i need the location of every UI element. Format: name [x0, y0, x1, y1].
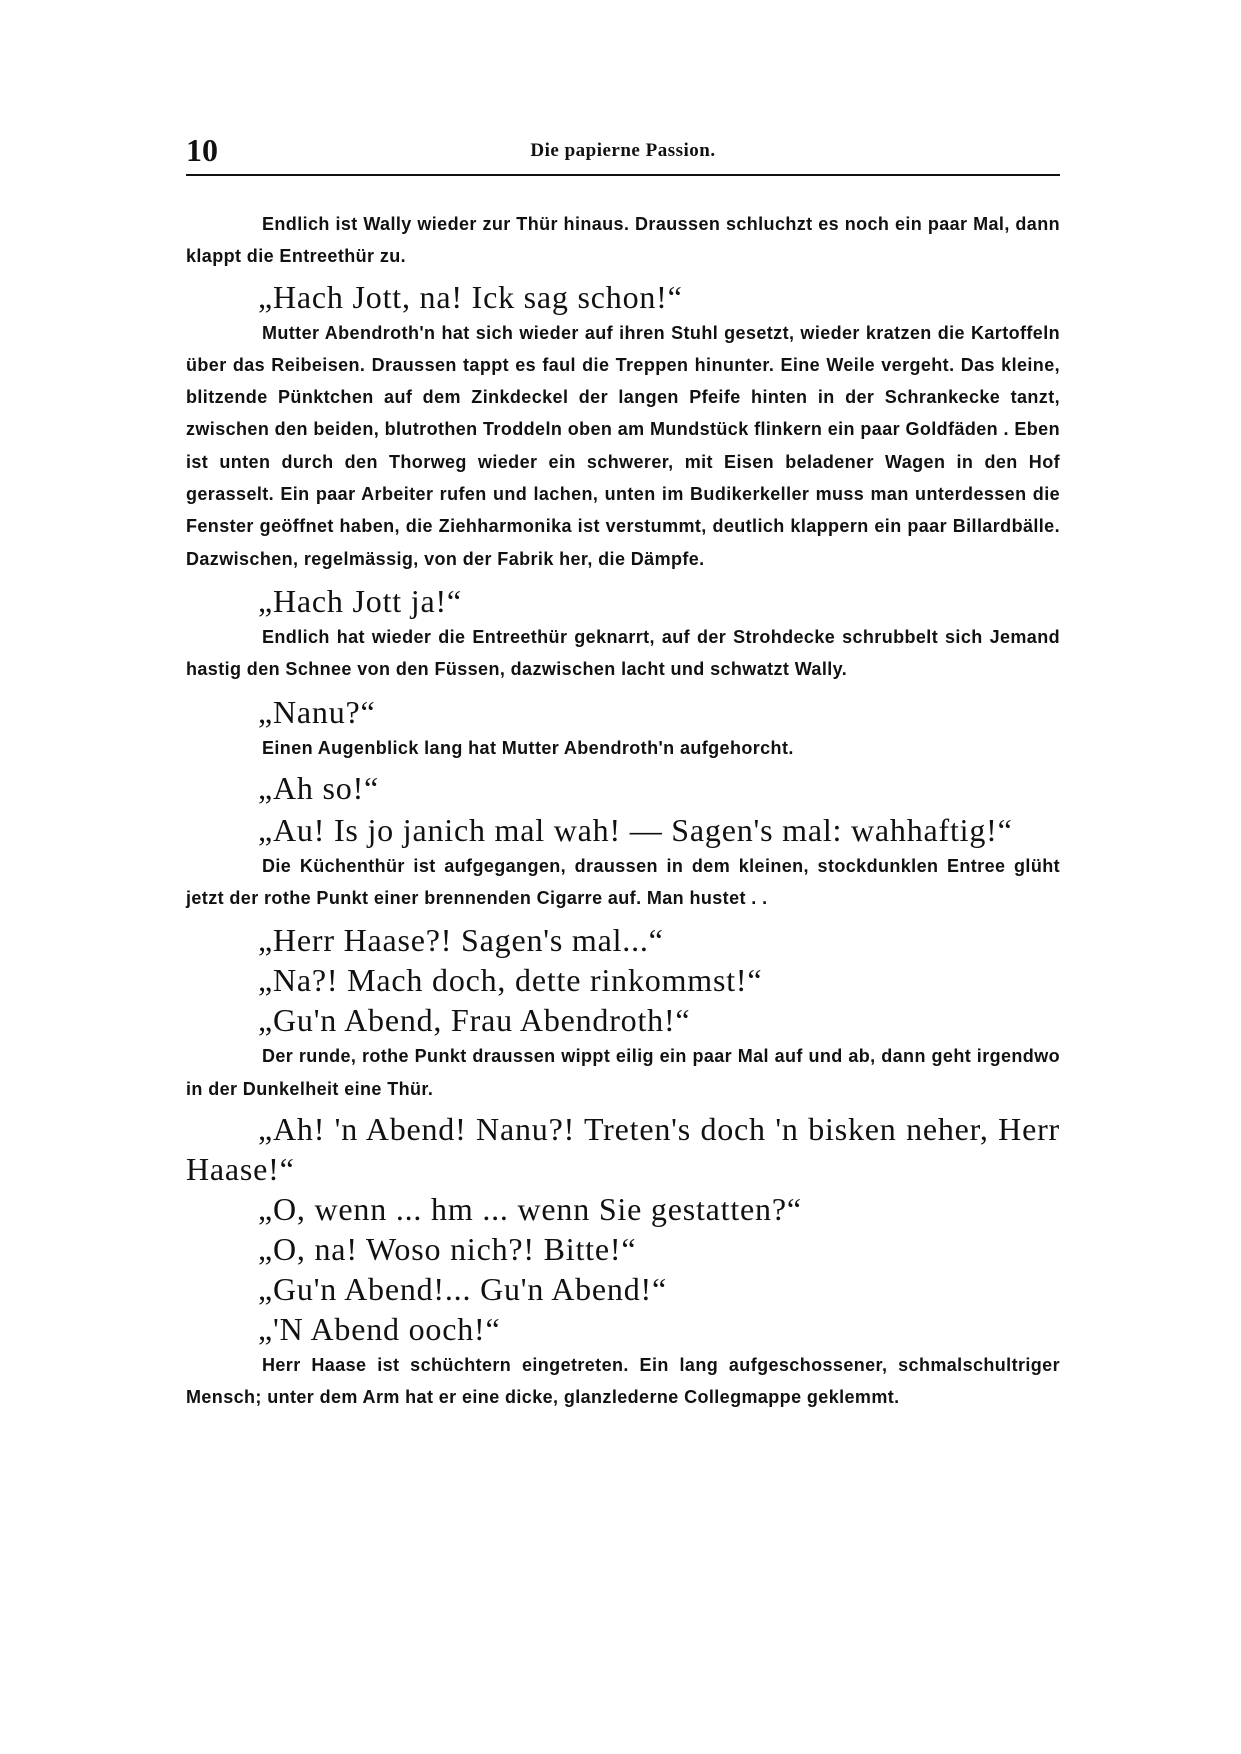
page-number: 10 — [186, 132, 218, 168]
dialogue-line: „Au! Is jo janich mal wah! — Sagen's mal: wahhaftig!“ — [258, 811, 1013, 848]
narration-paragraph: Endlich hat wieder die Entreethür geknarrt, auf der Strohdecke schrubbelt sich Jemand hastig den Schnee von den Füssen, dazwischen lacht und schwatzt Wally. — [186, 626, 1060, 680]
running-title: Die papierne Passion. — [530, 140, 716, 161]
page-body — [186, 208, 1060, 1414]
narration-paragraph: Endlich ist Wally wieder zur Thür hinaus. Draussen schluchzt es noch ein paar Mal, dann klappt die Entreethür zu. — [186, 214, 1060, 267]
narration-paragraph: Der runde, rothe Punkt draussen wippt eilig ein paar Mal auf und ab, dann geht irgendwo in der Dunkelheit eine Thür. — [186, 1046, 1060, 1099]
dialogue-line: „Hach Jott, na! Ick sag schon!“ — [258, 278, 683, 315]
dialogue-line: „Herr Haase?! Sagen's mal...“ — [258, 922, 664, 959]
dialogue-line: „Ah so!“ — [258, 769, 380, 806]
dialogue-line: „Gu'n Abend!... Gu'n Abend!“ — [258, 1271, 667, 1308]
narration-paragraph: Mutter Abendroth'n hat sich wieder auf ihren Stuhl gesetzt, wieder kratzen die Kartoffeln über das Reibeisen. Draussen tappt es faul die Treppen hinunter. Eine Weile vergeht. Das kleine, blitzende Pünktchen auf dem Zinkdeckel der langen Pfeife hinten in der Schrankecke tanzt, zwischen den beiden, blutrothen Troddeln oben am Mundstück flinkern ein paar Goldfäden . Eben ist unten durch den Thorweg wieder ein schwerer, mit Eisen beladener Wagen in den Hof gerasselt. Ein paar Arbeiter rufen und lachen, unten im Budikerkeller muss man unterdessen die Fenster geöffnet haben, die Ziehharmonika ist verstummt, deutlich klappern ein paar Billardbälle. Dazwischen, regelmässig, von der Fabrik her, die Dämpfe. — [186, 322, 1060, 569]
dialogue-line: „O, wenn ... hm ... wenn Sie gestatten?“ — [258, 1191, 802, 1228]
dialogue-line: „Nanu?“ — [258, 693, 376, 730]
dialogue-line: „Na?! Mach doch, dette rinkommst!“ — [258, 962, 763, 999]
dialogue-line: „Hach Jott ja!“ — [258, 582, 462, 619]
dialogue-line: „'N Abend ooch!“ — [258, 1311, 501, 1348]
narration-paragraph: Einen Augenblick lang hat Mutter Abendroth'n aufgehorcht. — [262, 737, 794, 758]
dialogue-line: „O, na! Woso nich?! Bitte!“ — [258, 1231, 637, 1268]
dialogue-line: „Gu'n Abend, Frau Abendroth!“ — [258, 1002, 691, 1039]
narration-paragraph: Herr Haase ist schüchtern eingetreten. Ein lang aufgeschossener, schmalschultriger Mensch; unter dem Arm hat er eine dicke, glanzlederne Collegmappe geklemmt. — [186, 1355, 1060, 1408]
narration-paragraph: Die Küchenthür ist aufgegangen, draussen in dem kleinen, stockdunklen Entree glüht jetzt der rothe Punkt einer brennenden Cigarre auf. Man hustet . . — [186, 855, 1060, 909]
dialogue-line: „Ah! 'n Abend! Nanu?! Treten's doch 'n bisken neher, Herr Haase!“ — [186, 1111, 1060, 1188]
page-header — [186, 132, 1060, 176]
